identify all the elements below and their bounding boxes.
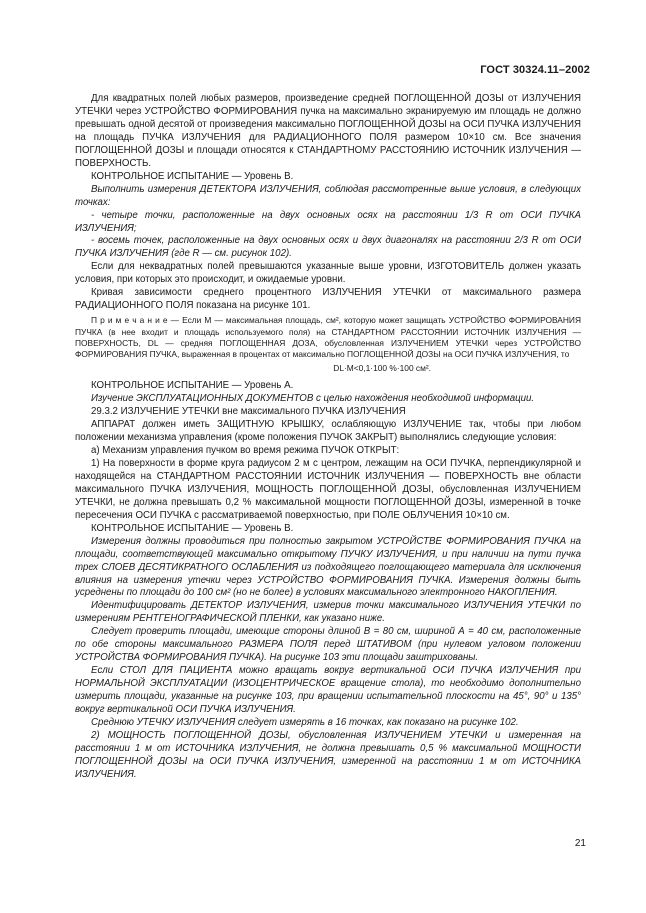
body-paragraph: КОНТРОЛЬНОЕ ИСПЫТАНИЕ — Уровень В. [91,170,294,182]
body-paragraph: а) Механизм управления пучком во время режима ПУЧОК ОТКРЫТ: [91,445,400,456]
body-paragraph: Следует проверить площади, имеющие стороны длиной В = 80 см, шириной А = 40 см, расположенные по обе стороны максимального РАЗМЕРА ПОЛЯ перед ШТАТИВОМ (при нулевом угловом положении УСТРОЙСТВА ФОРМИРОВАНИЯ ПУЧКА). На рисунке 103 эти площади заштрихованы. [75,626,581,664]
note-block [75,315,581,361]
note-formula: DL·M<0,1·100 %·100 см². [333,362,431,373]
body-paragraph: Если для неквадратных полей превышаются указанные выше уровни, ИЗГОТОВИТЕЛЬ должен указать условия, при которых это происходит, и ожидаемые уровни. [75,261,581,286]
body-paragraph: Выполнить измерения ДЕТЕКТОРА ИЗЛУЧЕНИЯ, соблюдая рассмотренные выше условия, в следующих точках: [75,183,581,208]
document-header: ГОСТ 30324.11–2002 [480,64,590,76]
body-paragraph: Если СТОЛ ДЛЯ ПАЦИЕНТА можно вращать вокруг вертикальной ОСИ ПУЧКА ИЗЛУЧЕНИЯ при НОРМАЛЬНОЙ ЭКСПЛУАТАЦИИ (ИЗОЦЕНТРИЧЕСКОЕ вращение стола), то необходимо дополнительно измерить площади, указанные на рисунке 103, при вращении испытательной плоскости на 45°, 90° и 135° вокруг вертикальной ОСИ ПУЧКА ИЗЛУЧЕНИЯ. [75,665,581,716]
paragraphs-block-2 [75,380,581,782]
body-paragraph: - четыре точки, расположенные на двух основных осях на расстоянии 1/3 R от ОСИ ПУЧКА ИЗЛУЧЕНИЯ; [75,209,581,234]
body-paragraph: 2) МОЩНОСТЬ ПОГЛОЩЕННОЙ ДОЗЫ, обусловленная ИЗЛУЧЕНИЕМ УТЕЧКИ и измеренная на расстоянии 1 м от ИСТОЧНИКА ИЗЛУЧЕНИЯ, не должна превышать 0,5 % максимальной МОЩНОСТИ ПОГЛОЩЕННОЙ ДОЗЫ на ОСИ ПУЧКА ИЗЛУЧЕНИЯ, измеренной на расстоянии 1 м от ИСТОЧНИКА ИЗЛУЧЕНИЯ. [75,729,581,780]
page-number: 21 [574,838,586,849]
body-paragraph: Кривая зависимости среднего процентного ИЗЛУЧЕНИЯ УТЕЧКИ от максимального размера РАДИАЦИОННОГО ПОЛЯ показана на рисунке 101. [75,287,581,312]
body-paragraph: Среднюю УТЕЧКУ ИЗЛУЧЕНИЯ следует измерять в 16 точках, как показано на рисунке 102. [91,717,519,729]
body-paragraph: КОНТРОЛЬНОЕ ИСПЫТАНИЕ — Уровень А. [91,380,294,392]
paragraphs-block-1 [75,93,581,313]
note-paragraph [75,315,581,361]
body-paragraph: АППАРАТ должен иметь ЗАЩИТНУЮ КРЫШКУ, ослабляющую ИЗЛУЧЕНИЕ так, чтобы при любом положении механизма управления (кроме положения ПУЧОК ЗАКРЫТ) выполнялись следующие условия: [75,419,581,444]
document-body [75,93,581,782]
body-paragraph: - восемь точек, расположенные на двух основных осях и двух диагоналях на расстоянии 2/3 R от ОСИ ПУЧКА ИЗЛУЧЕНИЯ (где R — см. рисунок 102). [75,235,581,260]
body-paragraph: КОНТРОЛЬНОЕ ИСПЫТАНИЕ — Уровень В. [91,522,294,534]
note-label: П р и м е ч а н и е [91,315,168,326]
body-paragraph: Измерения должны проводиться при полностью закрытом УСТРОЙСТВЕ ФОРМИРОВАНИЯ ПУЧКА на площади, соответствующей максимально открытому ПУЧКУ ИЗЛУЧЕНИЯ, и при наличии на пути пучка трех СЛОЕВ ДЕСЯТИКРАТНОГО ОСЛАБЛЕНИЯ из подходящего поглощающего материала для исключения влияния на измерения утечки через УСТРОЙСТВО ФОРМИРОВАНИЯ ПУЧКА. Измерения должны быть усреднены по площади до 100 см² (но не более) в условиях максимального электронного НАКОПЛЕНИЯ. [75,535,581,599]
body-paragraph: Изучение ЭКСПЛУАТАЦИОННЫХ ДОКУМЕНТОВ с целью нахождения необходимой информации. [91,393,535,405]
body-paragraph: 1) На поверхности в форме круга радиусом 2 м с центром, лежащим на ОСИ ПУЧКА, перпендикулярной и находящейся на СТАНДАРТНОМ РАССТОЯНИИ ИСТОЧНИК ИЗЛУЧЕНИЯ — ПОВЕРХНОСТЬ вне области максимального ПУЧКА ИЗЛУЧЕНИЯ, МОЩНОСТЬ ПОГЛОЩЕННОЙ ДОЗЫ, обусловленная ИЗЛУЧЕНИЕМ УТЕЧКИ, не должна превышать 0,2 % максимальной мощности ПОГЛОЩЕННОЙ ДОЗЫ, измеренной в точке пересечения ОСИ ПУЧКА с рассматриваемой поверхностью, при ПОЛЕ ОБЛУЧЕНИЯ 10×10 см. [75,457,581,521]
body-paragraph: 29.3.2 ИЗЛУЧЕНИЕ УТЕЧКИ вне максимального ПУЧКА ИЗЛУЧЕНИЯ [91,406,406,418]
body-paragraph: Идентифицировать ДЕТЕКТОР ИЗЛУЧЕНИЯ, измерив точки максимального ИЗЛУЧЕНИЯ УТЕЧКИ по измерениям РЕНТГЕНОГРАФИЧЕСКОЙ ПЛЕНКИ, как указано ниже. [75,600,581,625]
note-text: — Если M — максимальная площадь, см², которую может защищать УСТРОЙСТВО ФОРМИРОВАНИЯ ПУЧКА (в нее входит и площадь используемого поля) на СТАНДАРТНОМ РАССТОЯНИИ ИСТОЧНИК ИЗЛУЧЕНИЯ — ПОВЕРХНОСТЬ, DL — средняя ПОГЛОЩЕННАЯ ДОЗА, обусловленная ИЗЛУЧЕНИЕМ УТЕЧКИ через УСТРОЙСТВО ФОРМИРОВАНИЯ ПУЧКА, выраженная в процентах от максимально ПОГЛОЩЕННОЙ ДОЗЫ на ОСИ ПУЧКА ИЗЛУЧЕНИЯ, то [75,315,581,360]
body-paragraph: Для квадратных полей любых размеров, произведение средней ПОГЛОЩЕННОЙ ДОЗЫ от ИЗЛУЧЕНИЯ УТЕЧКИ через УСТРОЙСТВО ФОРМИРОВАНИЯ пучка на максимально экранируемую им площадь не должно превышать одной десятой от произведения максимально ПОГЛОЩЕННОЙ ДОЗЫ на ОСИ ПУЧКА ИЗЛУЧЕНИЯ на площадь ПУЧКА ИЗЛУЧЕНИЯ для РАДИАЦИОННОГО ПОЛЯ размером 10×10 см. Все значения ПОГЛОЩЕННОЙ ДОЗЫ и площади относятся к СТАНДАРТНОМУ РАССТОЯНИЮ ИСТОЧНИК ИЗЛУЧЕНИЯ — ПОВЕРХНОСТЬ. [75,93,581,169]
